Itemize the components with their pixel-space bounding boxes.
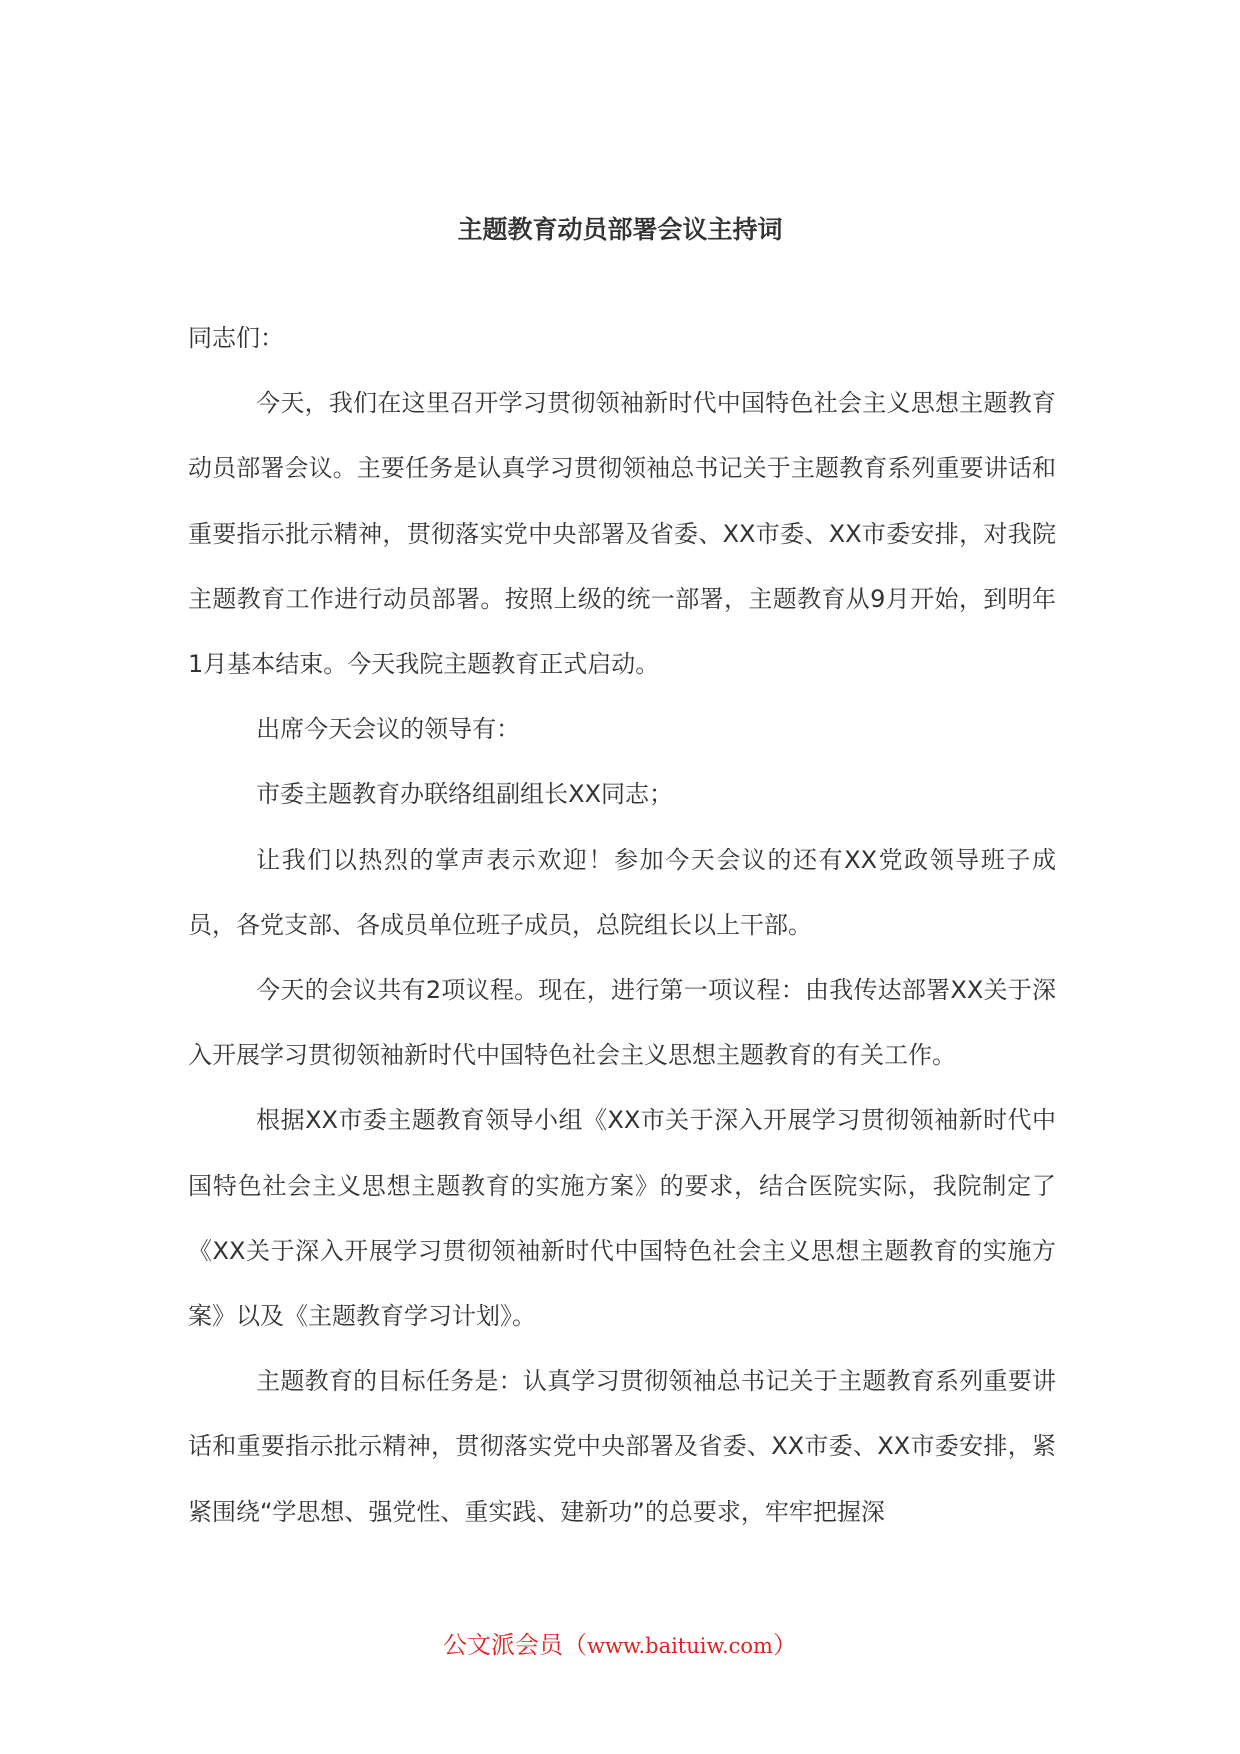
footer-url: www.baituiw.com xyxy=(587,1634,773,1658)
paragraph-leader-name: 市委主题教育办联络组副组长XX同志； xyxy=(256,780,674,809)
footer-watermark xyxy=(0,1628,1240,1663)
paragraph-goals: 主题教育的目标任务是：认真学习贯彻领袖总书记关于主题教育系列重要讲话和重要指示批示精神，贯彻落实党中央部署及省委、XX市委、XX市委安排，紧紧围绕“学思想、强党性、重实践、建新功”的总要求，牢牢把握深 xyxy=(188,1367,1056,1526)
paragraph-agenda: 今天的会议共有2项议程。现在，进行第一项议程：由我传达部署XX关于深入开展学习贯彻领袖新时代中国特色社会主义思想主题教育的有关工作。 xyxy=(188,976,1056,1070)
paragraph-plan: 根据XX市委主题教育领导小组《XX市关于深入开展学习贯彻领袖新时代中国特色社会主义思想主题教育的实施方案》的要求，结合医院实际，我院制定了《XX关于深入开展学习贯彻领袖新时代中国特色社会主义思想主题教育的实施方案》以及《主题教育学习计划》。 xyxy=(188,1106,1056,1331)
salutation: 同志们： xyxy=(188,324,284,352)
document-title: 主题教育动员部署会议主持词 xyxy=(457,215,783,244)
paragraph-welcome: 让我们以热烈的掌声表示欢迎！参加今天会议的还有XX党政领导班子成员，各党支部、各成员单位班子成员，总院组长以上干部。 xyxy=(188,845,1056,939)
paragraph-opening: 今天，我们在这里召开学习贯彻领袖新时代中国特色社会主义思想主题教育动员部署会议。主要任务是认真学习贯彻领袖总书记关于主题教育系列重要讲话和重要指示批示精神，贯彻落实党中央部署及省委、XX市委、XX市委安排，对我院主题教育工作进行动员部署。按照上级的统一部署，主题教育从9月开始，到明年1月基本结束。今天我院主题教育正式启动。 xyxy=(188,389,1056,679)
paragraph-leaders-intro: 出席今天会议的领导有： xyxy=(256,715,521,744)
document-body xyxy=(188,306,1056,1545)
footer-prefix: 公文派会员（ xyxy=(443,1631,588,1659)
footer-suffix: ） xyxy=(772,1631,797,1659)
